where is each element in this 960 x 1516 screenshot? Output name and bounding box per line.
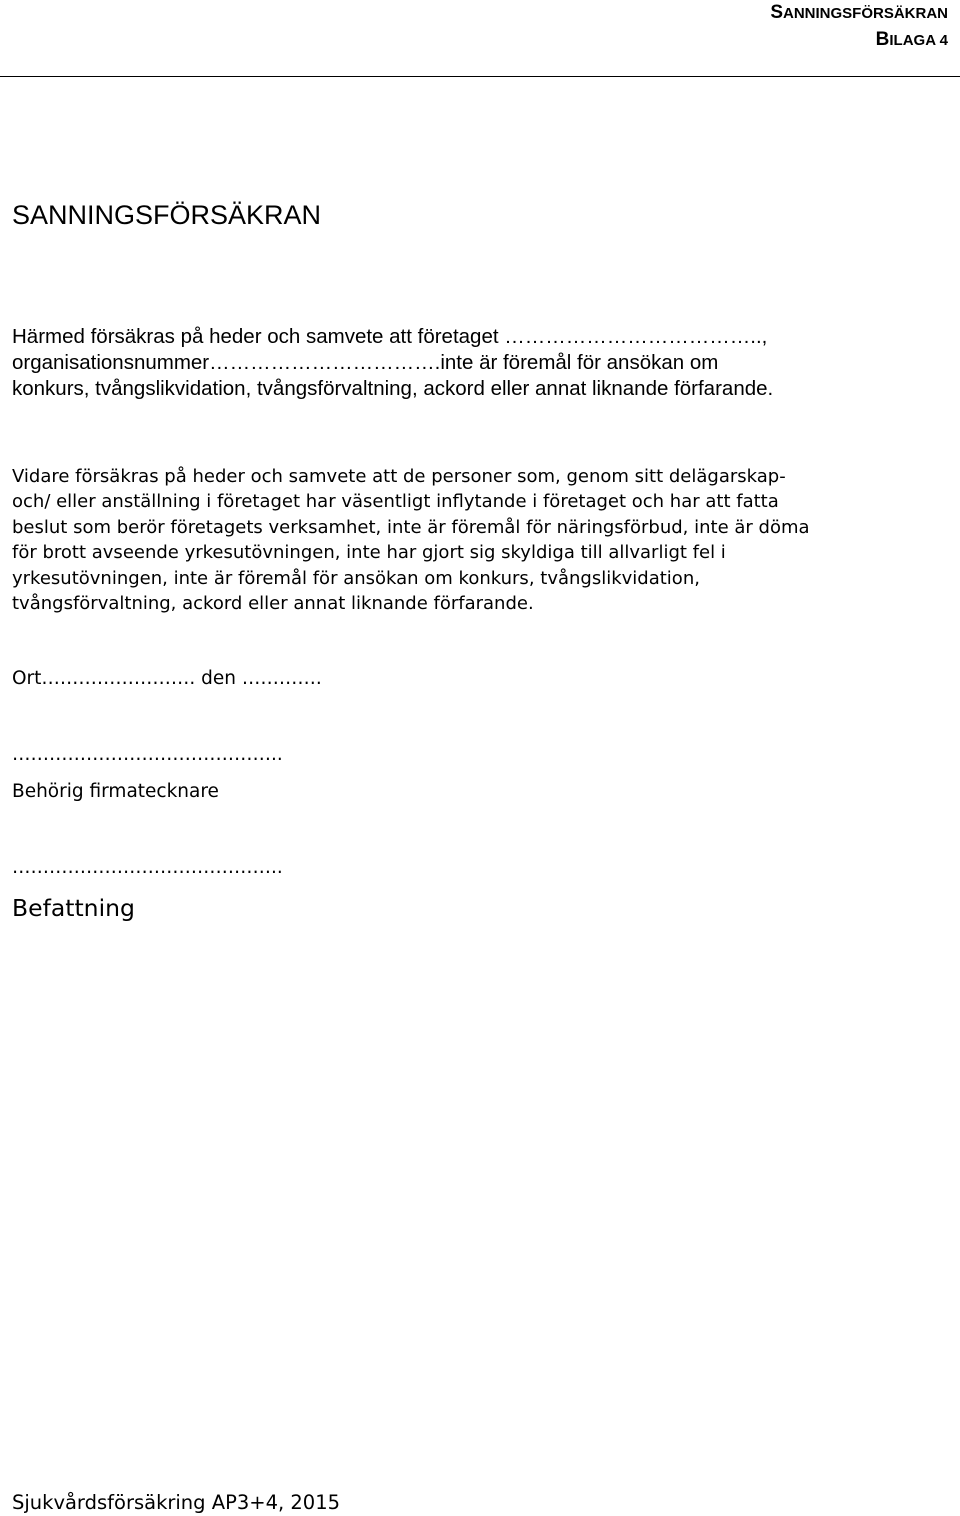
page-header xyxy=(770,0,948,54)
statement-line: för brott avseende yrkesutövningen, inte har gjort sig skyldiga till allvarligt fel i xyxy=(12,542,726,564)
header-divider xyxy=(0,76,960,77)
statement-line: tvångsförvaltning, ackord eller annat liknande förfarande. xyxy=(12,593,534,615)
page-footer: Sjukvårdsförsäkring AP3+4, 2015 xyxy=(12,1491,341,1514)
signature-label: Behörig firmatecknare xyxy=(12,781,219,802)
declaration-line: Härmed försäkras på heder och samvete att företaget ……………………………….., xyxy=(12,325,768,348)
signature-line: …………………………………….. xyxy=(12,744,283,765)
position-line: …………………………………….. xyxy=(12,857,283,878)
statement-line: beslut som berör företagets verksamhet, inte är föremål för näringsförbud, inte är döma xyxy=(12,516,810,538)
header-appendix-label: BILAGA 4 xyxy=(875,29,948,50)
statement-line: Vidare försäkras på heder och samvete att de personer som, genom sitt delägarskap- xyxy=(12,466,786,487)
declaration-line: organisationsnummer…………………………….inte är föremål för ansökan om xyxy=(12,351,719,374)
statement-line: och/ eller anställning i företaget har väsentligt inflytande i företaget och har att fatta xyxy=(12,491,779,513)
header-document-name: SANNINGSFÖRSÄKRAN xyxy=(770,2,948,23)
company-declaration xyxy=(12,324,952,402)
statement-line: yrkesutövningen, inte är föremål för ansökan om konkurs, tvångslikvidation, xyxy=(12,567,700,589)
personnel-declaration xyxy=(12,464,957,616)
declaration-line: konkurs, tvångslikvidation, tvångsförvaltning, ackord eller annat liknande förfarande. xyxy=(12,377,774,400)
document-title: SANNINGSFÖRSÄKRAN xyxy=(12,200,322,230)
position-label: Befattning xyxy=(12,894,135,922)
place-date-field: Ort……………………. den …………. xyxy=(12,668,322,689)
